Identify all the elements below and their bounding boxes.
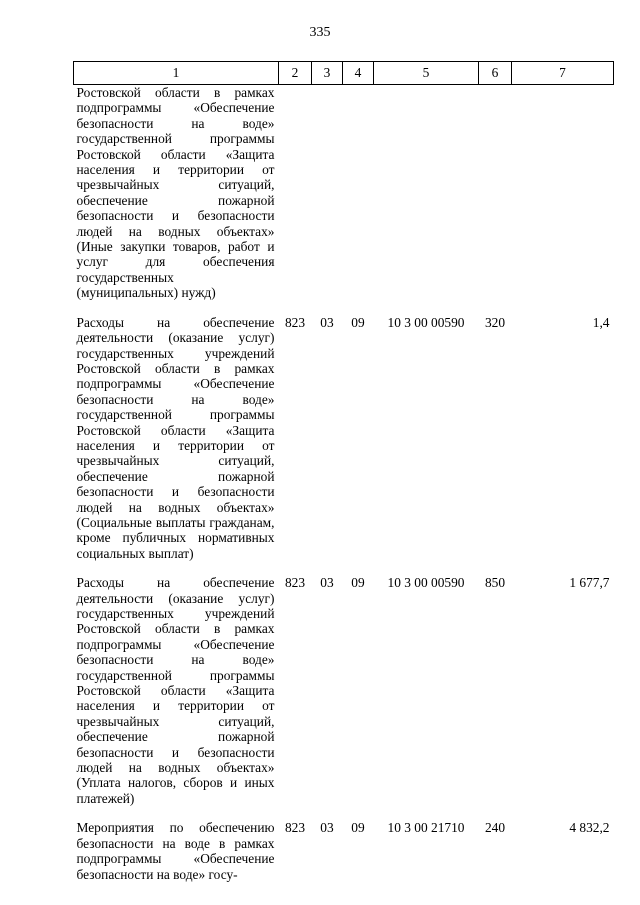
table-header xyxy=(74,62,614,85)
column-header: 7 xyxy=(512,62,614,85)
ministry-code: 823 xyxy=(284,820,306,836)
table-row xyxy=(74,575,614,820)
amount: 4 832,2 xyxy=(569,820,610,836)
section-code xyxy=(312,85,343,315)
subsection-code: 09 xyxy=(351,820,365,836)
expense-type-code: 320 xyxy=(484,314,506,330)
row-description: Расходы на обеспечение деятельности (оказание услуг) государственных учреждений Ростовской области в рамках подпрограммы «Обеспечение безопасности на воде» государственной программы Ростовской области «Защита населения и территории от чрезвычайных ситуаций, обеспечение пожарной безопасности и безопасности людей на водных объектах» (Уплата налогов, сборов и иных платежей) xyxy=(76,575,275,806)
header-row xyxy=(74,62,614,85)
column-header: 3 xyxy=(312,62,343,85)
section-code: 03 xyxy=(320,820,334,836)
section-code: 03 xyxy=(320,314,334,330)
page-number: 335 xyxy=(309,25,331,40)
row-description: Ростовской области в рамках подпрограммы «Обеспечение безопасности на воде» государственной программы Ростовской области «Защита населения и территории от чрезвычайных ситуаций, обеспечение пожарной безопасности и безопасности людей на водных объектах» (Иные закупки товаров, работ и услуг для обеспечения государственных (муниципальных) нужд) xyxy=(76,85,275,301)
amount xyxy=(512,85,614,315)
subsection-code: 09 xyxy=(351,314,365,330)
row-description: Мероприятия по обеспечению безопасности на воде в рамках подпрограммы «Обеспечение безопасности на воде» госу- xyxy=(76,820,275,882)
amount: 1,4 xyxy=(592,314,610,330)
table-row xyxy=(74,85,614,315)
column-header: 5 xyxy=(374,62,479,85)
target-code: 10 3 00 00590 xyxy=(387,575,465,591)
ministry-code: 823 xyxy=(284,575,306,591)
target-code xyxy=(374,85,479,315)
subsection-code: 09 xyxy=(351,575,365,591)
row-description: Расходы на обеспечение деятельности (оказание услуг) государственных учреждений Ростовской области в рамках подпрограммы «Обеспечение безопасности на воде» государственной программы Ростовской области «Защита населения и территории от чрезвычайных ситуаций, обеспечение пожарной безопасности и безопасности людей на водных объектах» (Социальные выплаты гражданам, кроме публичных нормативных социальных выплат) xyxy=(76,314,275,561)
column-header: 1 xyxy=(74,62,279,85)
amount: 1 677,7 xyxy=(569,575,610,591)
target-code: 10 3 00 21710 xyxy=(387,820,465,836)
table-row xyxy=(74,315,614,576)
subsection-code xyxy=(343,85,374,315)
column-header: 4 xyxy=(343,62,374,85)
section-code: 03 xyxy=(320,575,334,591)
column-header: 2 xyxy=(279,62,312,85)
table-row xyxy=(74,820,614,882)
expense-type-code xyxy=(479,85,512,315)
column-header: 6 xyxy=(479,62,512,85)
target-code: 10 3 00 00590 xyxy=(387,314,465,330)
budget-table xyxy=(73,61,614,882)
expense-type-code: 850 xyxy=(484,575,506,591)
expense-type-code: 240 xyxy=(484,820,506,836)
ministry-code xyxy=(279,85,312,315)
ministry-code: 823 xyxy=(284,314,306,330)
